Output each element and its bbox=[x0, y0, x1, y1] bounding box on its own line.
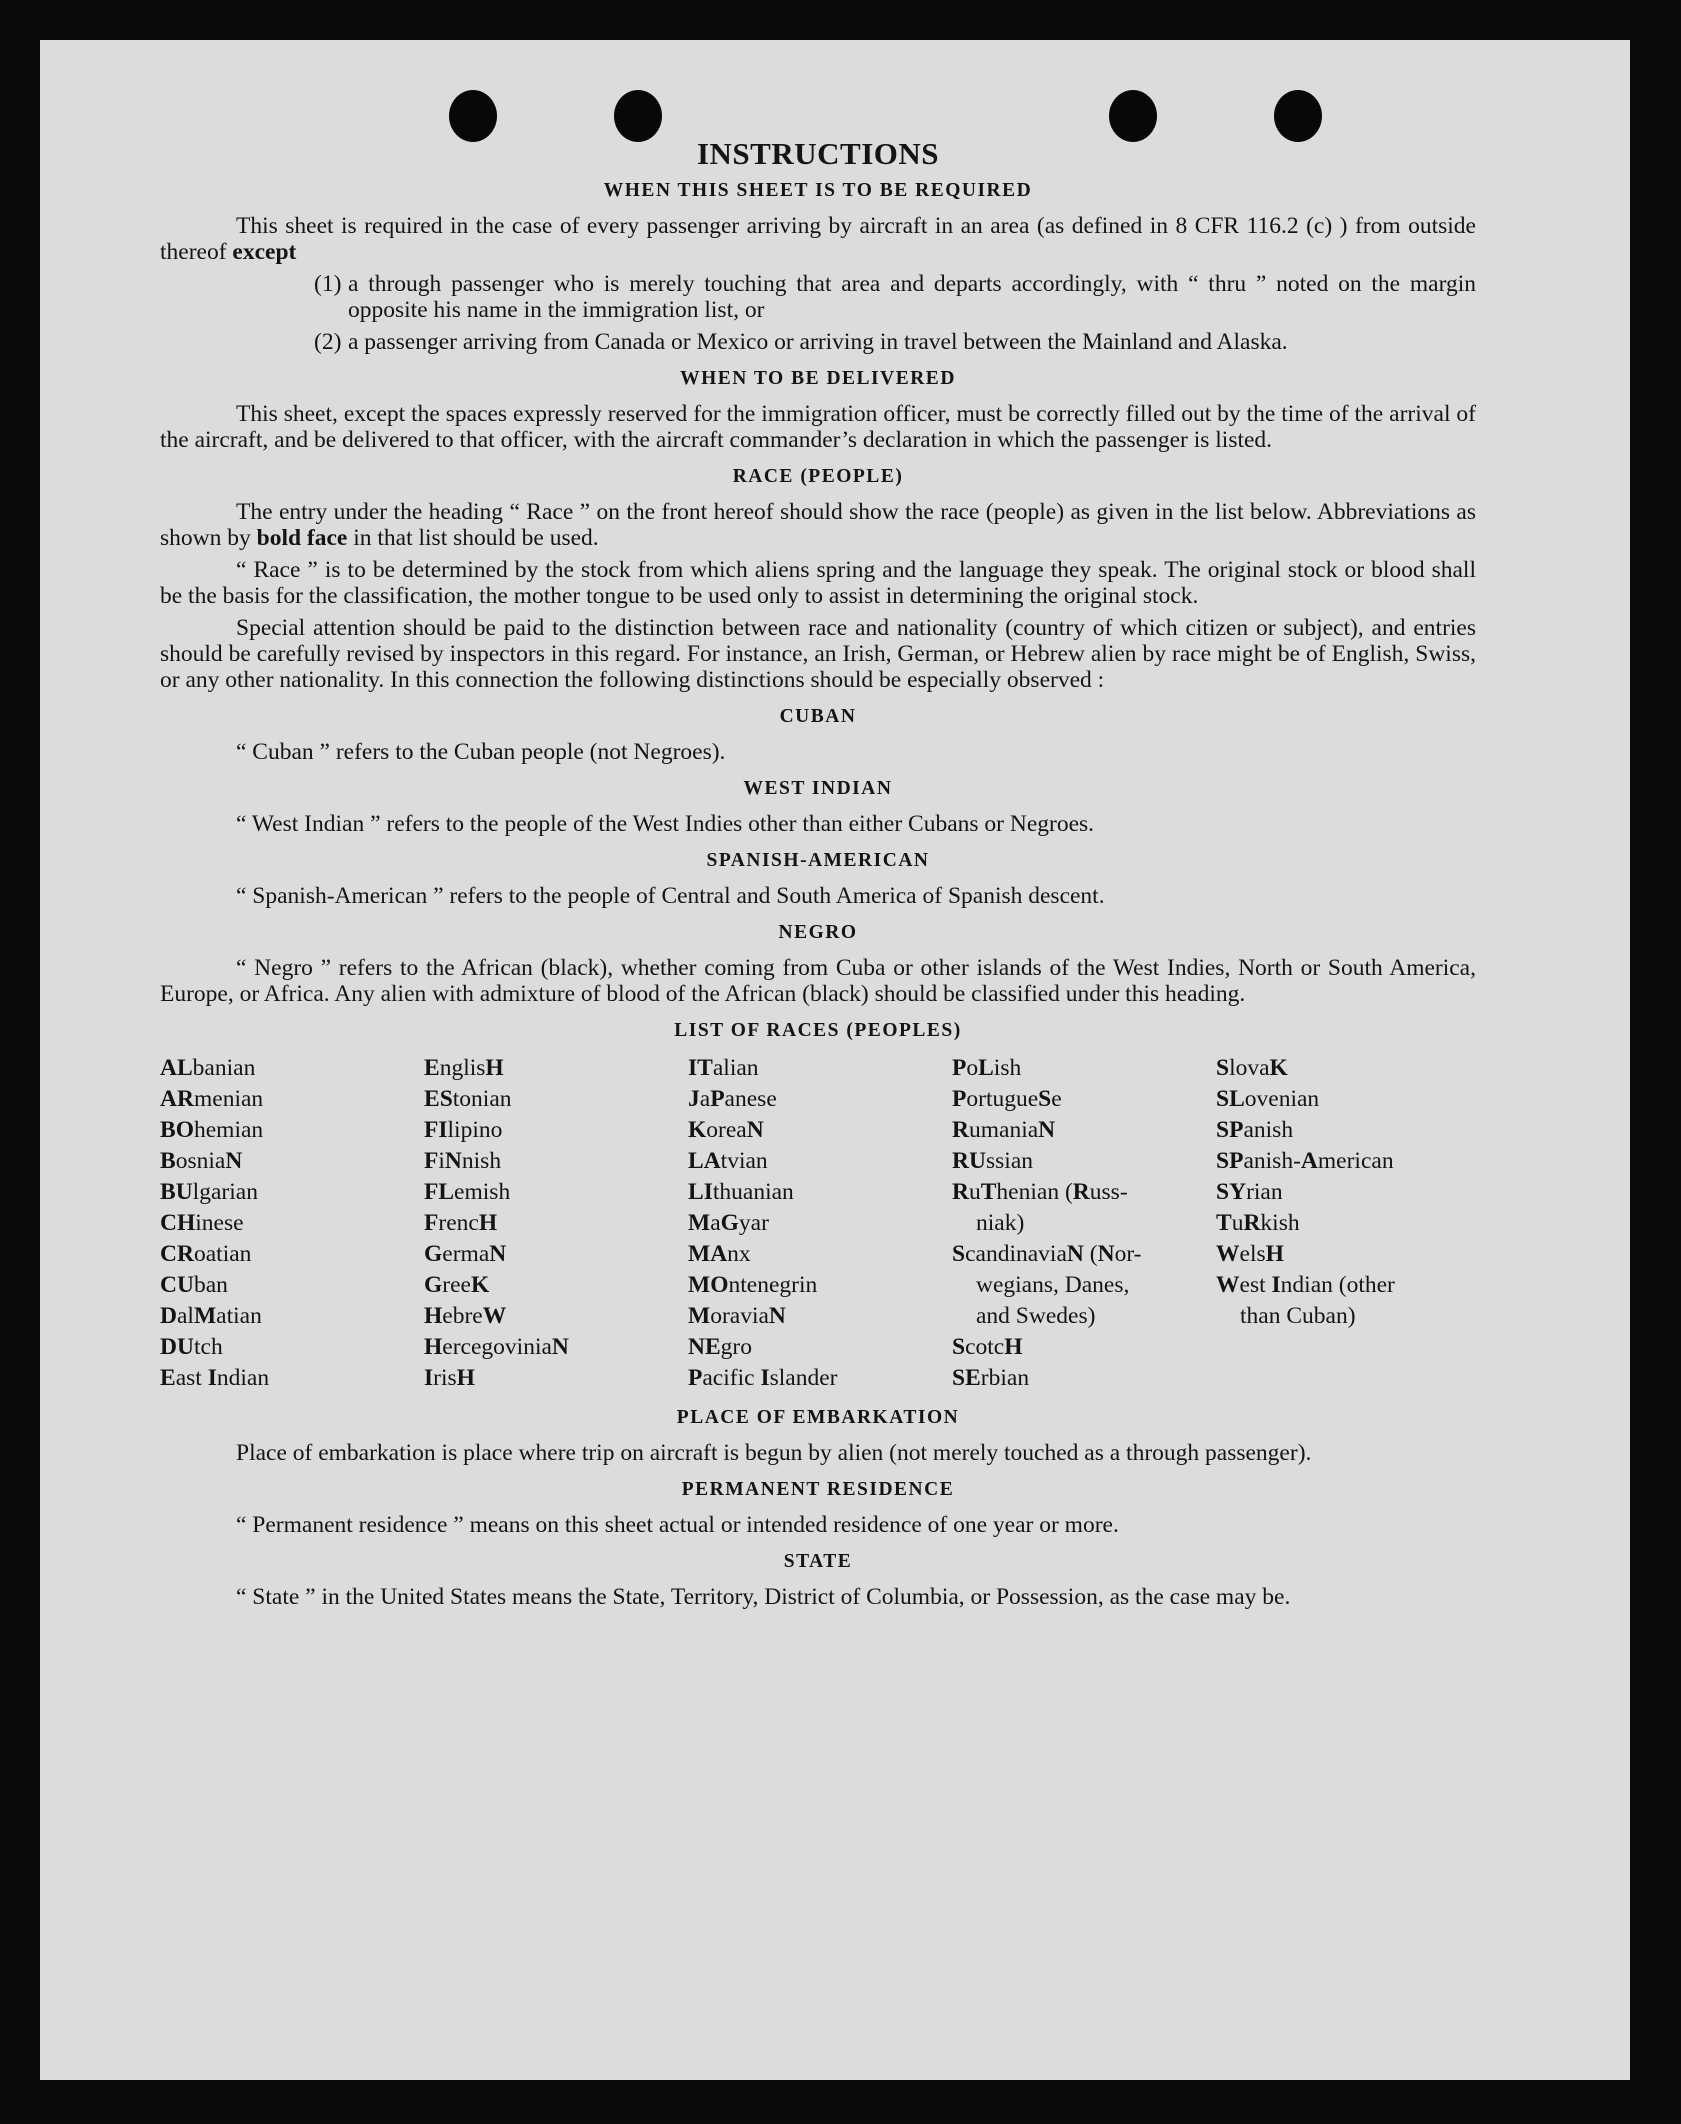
state-text: “ State ” in the United States means the State, Territory, District of Columbia, or Possession, as the case may be. bbox=[236, 1584, 1291, 1610]
race-entry: DalMatian bbox=[160, 1303, 262, 1329]
heading-west-indian: WEST INDIAN bbox=[743, 778, 893, 799]
heading-state: STATE bbox=[783, 1551, 853, 1572]
race-entry: MoraviaN bbox=[688, 1303, 786, 1329]
heading-residence: PERMANENT RESIDENCE bbox=[681, 1479, 955, 1500]
race-entry: West Indian (other than Cuban) bbox=[1216, 1272, 1395, 1329]
race-entry: LIthuanian bbox=[688, 1179, 794, 1205]
race-entry: MAnx bbox=[688, 1241, 751, 1267]
race-entry: EnglisH bbox=[424, 1055, 504, 1081]
residence-text: “ Permanent residence ” means on this sheet actual or intended residence of one year or more. bbox=[236, 1512, 1119, 1538]
embarkation-text: Place of embarkation is place where trip on aircraft is begun by alien (not merely touched as a through passenger). bbox=[236, 1440, 1312, 1466]
race-entry: CUban bbox=[160, 1272, 228, 1298]
races-list bbox=[160, 1053, 1476, 1394]
heading-embarkation: PLACE OF EMBARKATION bbox=[676, 1407, 960, 1428]
race-entry: DUtch bbox=[160, 1334, 223, 1360]
race-entry: FIlipino bbox=[424, 1117, 503, 1143]
required-intro: This sheet is required in the case of every passenger arriving by aircraft in an area (as defined in 8 CFR 116.2 (c) ) from outside thereof except bbox=[160, 213, 1476, 265]
race-entry: CRoatian bbox=[160, 1241, 252, 1267]
race-paragraph: “ Race ” is to be determined by the stock from which aliens spring and the language they speak. The original stock or blood shall be the basis for the classification, the mother tongue to be used only to assist in determining the original stock. bbox=[160, 557, 1476, 609]
race-entry: FLemish bbox=[424, 1179, 511, 1205]
race-entry: GermaN bbox=[424, 1241, 507, 1267]
race-entry: RuThenian (Russ- niak) bbox=[952, 1179, 1128, 1236]
race-entry: RUssian bbox=[952, 1148, 1033, 1174]
race-entry: FrencH bbox=[424, 1210, 498, 1236]
race-entry: East Indian bbox=[160, 1365, 270, 1391]
heading-required: WHEN THIS SHEET IS TO BE REQUIRED bbox=[603, 180, 1033, 201]
race-entry: ScandinaviaN (Nor- wegians, Danes, and Swedes) bbox=[952, 1241, 1142, 1329]
race-entry: LAtvian bbox=[688, 1148, 768, 1174]
race-entry: KoreaN bbox=[688, 1117, 764, 1143]
race-entry: SLovenian bbox=[1216, 1086, 1320, 1112]
race-entry: WelsH bbox=[1216, 1241, 1284, 1267]
race-entry: MaGyar bbox=[688, 1210, 769, 1236]
race-entry: SErbian bbox=[952, 1365, 1030, 1391]
races-column bbox=[1216, 1053, 1480, 1394]
race-entry: CHinese bbox=[160, 1210, 244, 1236]
race-entry: PortugueSe bbox=[952, 1086, 1062, 1112]
race-entry: ALbanian bbox=[160, 1055, 256, 1081]
race-entry: TuRkish bbox=[1216, 1210, 1300, 1236]
cuban-text: “ Cuban ” refers to the Cuban people (not Negroes). bbox=[236, 739, 726, 765]
race-entry: SPanish bbox=[1216, 1117, 1294, 1143]
heading-cuban: CUBAN bbox=[779, 706, 857, 727]
heading-race: RACE (PEOPLE) bbox=[732, 466, 904, 487]
race-entry: PoLish bbox=[952, 1055, 1022, 1081]
race-entry: HebreW bbox=[424, 1303, 507, 1329]
west-indian-text: “ West Indian ” refers to the people of the West Indies other than either Cubans or Negroes. bbox=[236, 811, 1095, 837]
race-entry: SPanish-American bbox=[1216, 1148, 1394, 1174]
race-entry: NEgro bbox=[688, 1334, 752, 1360]
heading-negro: NEGRO bbox=[778, 922, 858, 943]
races-column bbox=[688, 1053, 952, 1394]
heading-delivered: WHEN TO BE DELIVERED bbox=[680, 368, 956, 389]
race-entry: BOhemian bbox=[160, 1117, 264, 1143]
page-title: INSTRUCTIONS bbox=[696, 136, 939, 171]
race-entry: BosniaN bbox=[160, 1148, 243, 1174]
race-entry: ScotcH bbox=[952, 1334, 1023, 1360]
race-entry: Pacific Islander bbox=[688, 1365, 838, 1391]
race-entry: FiNnish bbox=[424, 1148, 502, 1174]
required-item: (1) a through passenger who is merely touching that area and departs accordingly, with “ thru ” noted on the margin opposite his name in the immigration list, or bbox=[314, 271, 1476, 323]
race-entry: ITalian bbox=[688, 1055, 759, 1081]
required-item: (2) a passenger arriving from Canada or Mexico or arriving in travel between the Mainland and Alaska. bbox=[314, 329, 1288, 355]
race-entry: GreeK bbox=[424, 1272, 490, 1298]
heading-list-of-races: LIST OF RACES (PEOPLES) bbox=[674, 1020, 962, 1041]
spanish-american-text: “ Spanish-American ” refers to the people of Central and South America of Spanish descent. bbox=[236, 883, 1105, 909]
instructions-content bbox=[160, 133, 1476, 1616]
races-column bbox=[424, 1053, 688, 1394]
race-entry: HercegoviniaN bbox=[424, 1334, 569, 1360]
negro-text: “ Negro ” refers to the African (black), whether coming from Cuba or other islands of the West Indies, North or South America, Europe, or Africa. Any alien with admixture of blood of the African (black) should be classified under this heading. bbox=[160, 955, 1476, 1007]
race-entry: SYrian bbox=[1216, 1179, 1283, 1205]
delivered-text: This sheet, except the spaces expressly reserved for the immigration officer, must be correctly filled out by the time of the arrival of the aircraft, and be delivered to that officer, with the aircraft commander’s declaration in which the passenger is listed. bbox=[160, 401, 1476, 453]
race-paragraph: Special attention should be paid to the distinction between race and nationality (country of which citizen or subject), and entries should be carefully revised by inspectors in this regard. For instance, an Irish, German, or Hebrew alien by race might be of English, Swiss, or any other nationality. In this connection the following distinctions should be especially observed : bbox=[160, 615, 1476, 693]
heading-spanish-american: SPANISH-AMERICAN bbox=[706, 850, 930, 871]
race-entry: IrisH bbox=[424, 1365, 475, 1391]
race-paragraph: The entry under the heading “ Race ” on the front hereof should show the race (people) as given in the list below. Abbreviations as shown by bold face in that list should be used. bbox=[160, 499, 1476, 551]
race-entry: JaPanese bbox=[688, 1086, 777, 1112]
race-entry: ARmenian bbox=[160, 1086, 264, 1112]
race-entry: SlovaK bbox=[1216, 1055, 1288, 1081]
races-column bbox=[160, 1053, 424, 1394]
race-entry: MOntenegrin bbox=[688, 1272, 818, 1298]
race-entry: BUlgarian bbox=[160, 1179, 258, 1205]
races-column bbox=[952, 1053, 1216, 1394]
race-entry: RumaniaN bbox=[952, 1117, 1056, 1143]
race-entry: EStonian bbox=[424, 1086, 512, 1112]
